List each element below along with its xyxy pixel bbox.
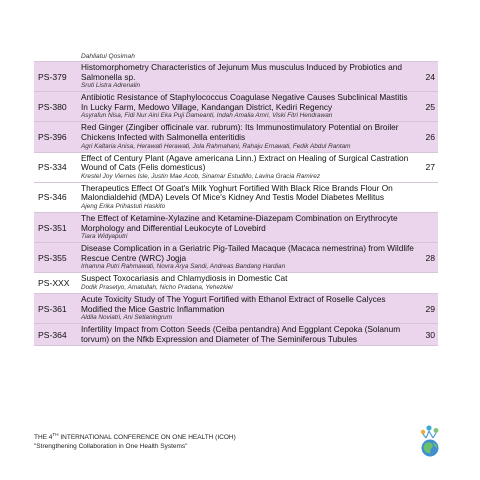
- conference-footer: [34, 431, 236, 451]
- page-number: 24: [425, 71, 435, 82]
- abstract-title: Histomorphometry Characteristics of Jejunum Mus musculus Induced by Probiotics and Salmonella sp.: [81, 62, 402, 82]
- page-number: 30: [425, 329, 435, 340]
- abstract-code: PS-380: [38, 101, 67, 112]
- toc-row: [34, 61, 438, 91]
- abstract-entry: [81, 213, 416, 242]
- abstract-authors: Dodik Prasetyo, Amatullah, Nicho Pradana, Yehezkiel: [81, 283, 233, 291]
- abstract-entry: [81, 183, 416, 212]
- abstract-code: PS-361: [38, 303, 67, 314]
- toc-row: [34, 323, 438, 346]
- toc-row: [34, 212, 438, 242]
- conference-title: THE 4TH INTERNATIONAL CONFERENCE ON ONE HEALTH (ICOH): [34, 432, 236, 442]
- abstract-entry: [81, 243, 416, 272]
- abstract-authors: Tiara Widyaputri: [81, 233, 128, 241]
- page-number: [416, 273, 438, 293]
- toc-row: [34, 272, 438, 293]
- abstract-title: Effect of Century Plant (Agave americana Linn.) Extract on Healing of Surgical Castration Wound of Cats (Felis domesticus): [81, 152, 409, 173]
- toc-row: [34, 121, 438, 151]
- abstract-title: Therapeutics Effect Of Goat's Milk Yoghurt Fortified With Black Rice Brands Flour On Malondialdehid (MDA) Levels Of Mice's Kidney And Testis Model Diabetes Mellitus: [81, 182, 393, 203]
- abstract-entry: [81, 62, 416, 91]
- abstract-entry: [81, 153, 416, 182]
- abstract-authors: Ajeng Erika Prihastuti Haskito: [81, 202, 166, 210]
- abstract-code: PS-355: [38, 252, 67, 263]
- abstract-title: Infertility Impact from Cotton Seeds (Ceiba pentandra) And Eggplant Cepoka (Solanum torvum) on the Nfkb Expression and Diameter of The Seminiferous Tubules: [81, 324, 401, 344]
- lead-author: Dahliatul Qosimah: [81, 53, 135, 60]
- toc-row: [34, 293, 438, 323]
- page-number: 28: [425, 252, 435, 263]
- table-of-contents: [34, 61, 438, 346]
- abstract-code: PS-364: [38, 329, 67, 340]
- page-number: 25: [425, 101, 435, 112]
- abstract-authors: Asyrafun Nisa, Fidi Nur Aini Eka Puji Dameanti, Indah Amalia Amri, Viski Fitri Hendrawan: [81, 112, 333, 120]
- page-number: [416, 213, 438, 242]
- abstract-title: Acute Toxicity Study of The Yogurt Fortified with Ethanol Extract of Roselle Calyces Modified the Mice Gastric Inflammation: [81, 293, 386, 314]
- abstract-title: Suspect Toxocariasis and Chlamydiosis in Domestic Cat: [81, 273, 288, 284]
- abstract-authors: Irhamna Putri Rahmawati, Novra Arya Sandi, Andreas Bandang Hardian: [81, 263, 286, 271]
- abstract-code: PS-396: [38, 131, 67, 142]
- page-number: [416, 183, 438, 212]
- abstract-code: PS-334: [38, 162, 67, 173]
- abstract-authors: Aldila Noviatri, Ani Setianingrum: [81, 314, 173, 322]
- abstract-code: PS-379: [38, 71, 67, 82]
- abstract-authors: Agri Kaltaria Anisa, Herawati Herawati, Jola Rahmahani, Rahaju Ernawati, Fedik Abdul Rantam: [81, 142, 351, 150]
- abstract-entry: [81, 92, 416, 121]
- toc-row: [34, 182, 438, 212]
- abstract-authors: Krestel Joy Viernes Isle, Justin Mae Acob, Sinamar Estudillo, Lavina Gracia Ramirez: [81, 172, 321, 180]
- abstract-authors: Sruti Listra Adrenalin: [81, 82, 141, 90]
- page-number: 26: [425, 131, 435, 142]
- abstract-code: PS-346: [38, 192, 67, 203]
- abstract-title: The Effect of Ketamine-Xylazine and Ketamine-Diazepam Combination on Erythrocyte Morphology and Differential Leukocyte of Lovebird: [81, 212, 398, 233]
- abstract-title: Red Ginger (Zingiber officinale var. rubrum): Its Immunostimulatory Potential on Broiler Chickens Infected with Salmonella enteritidis: [81, 122, 399, 142]
- abstract-entry: [81, 122, 416, 151]
- abstract-code: PS-XXX: [38, 278, 70, 289]
- abstract-entry: [81, 294, 416, 323]
- abstract-title: Disease Complication in a Geriatric Pig-Tailed Macaque (Macaca nemestrina) from Wildlife Rescue Centre (WRC) Jogja: [81, 243, 414, 263]
- page-number: 29: [425, 303, 435, 314]
- toc-row: [34, 242, 438, 272]
- abstract-title: Antibiotic Resistance of Staphylococcus Coagulase Negative Causes Subclinical Mastitis In Lucky Farm, Medowo Village, Kandangan District, Kediri Regency: [81, 92, 408, 112]
- abstract-entry: [81, 273, 416, 293]
- globe-one-health-logo-icon: [417, 424, 443, 458]
- toc-row: [34, 152, 438, 182]
- abstract-code: PS-351: [38, 222, 67, 233]
- conference-theme: "Strengthening Collaboration in One Health Systems": [34, 442, 188, 450]
- abstract-entry: [81, 324, 416, 345]
- toc-row: [34, 91, 438, 121]
- page-number: 27: [425, 162, 435, 173]
